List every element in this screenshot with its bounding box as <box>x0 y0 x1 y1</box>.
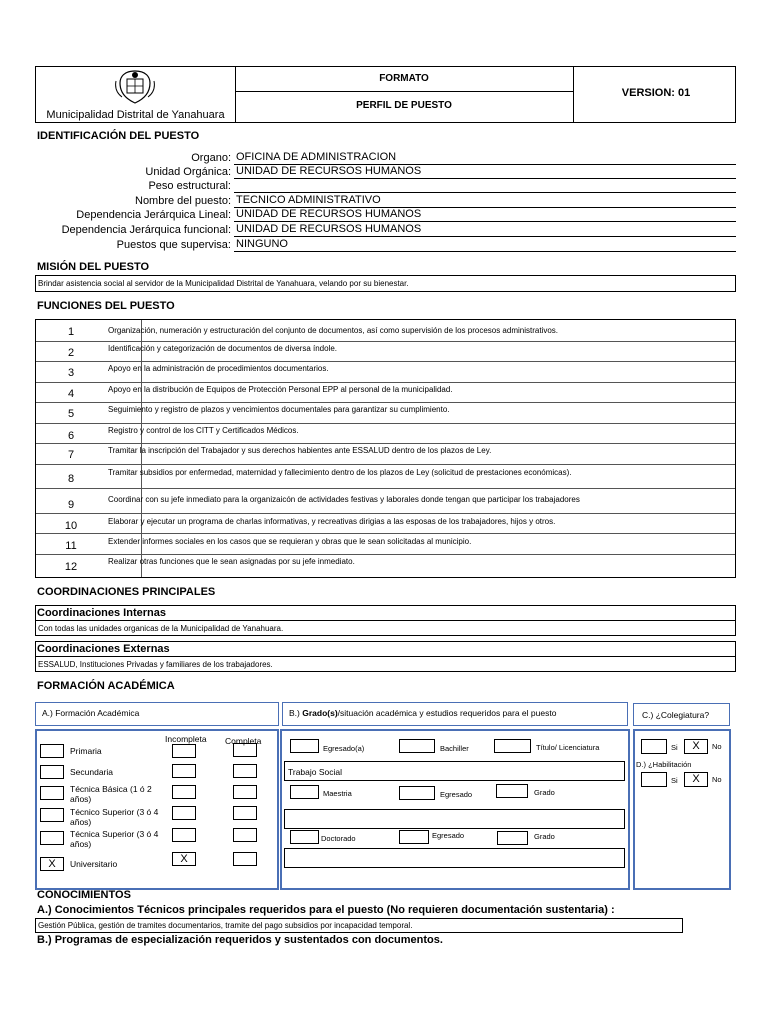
conocimientos-a-title: A.) Conocimientos Técnicos principales requeridos para el puesto (No requieren documentación sustentaria) : <box>37 904 615 916</box>
funcion-text: Apoyo en la distribución de Equipos de Protección Personal EPP al personal de la municipalidad. <box>108 385 453 394</box>
level-label: Técnica Básica (1 ó 2 años) <box>70 784 152 804</box>
funcion-number: 1 <box>67 326 75 338</box>
funcion-text: Apoyo en la administración de procedimientos documentarios. <box>108 364 329 373</box>
b-title-bold: Grado(s) <box>302 708 338 718</box>
level-checkbox[interactable] <box>40 744 64 758</box>
funcion-number: 9 <box>67 499 75 511</box>
maestria-grado-label: Grado <box>534 788 555 797</box>
format-cell <box>235 67 574 92</box>
habilitacion-si-label: Si <box>671 776 678 785</box>
conocimientos-b-title: B.) Programas de especialización requeridos y sustentados con documentos. <box>37 934 443 946</box>
funcion-text: Registro y control de los CITT y Certificados Médicos. <box>108 426 299 435</box>
field-label-dep-lineal: Dependencia Jerárquica Lineal: <box>76 209 231 221</box>
level-checkbox[interactable] <box>40 786 64 800</box>
maestria-egresado-checkbox[interactable] <box>399 786 435 800</box>
colegiatura-si-checkbox[interactable] <box>641 739 667 754</box>
completa-checkbox[interactable] <box>233 785 257 799</box>
coord-externas-text: ESSALUD, Instituciones Privadas y familiares de los trabajadores. <box>38 660 273 669</box>
titulo-label: Título/ Licenciatura <box>536 743 600 752</box>
level-checkbox[interactable]: X <box>40 857 64 871</box>
funcion-number: 7 <box>67 449 75 461</box>
field-label-supervisa: Puestos que supervisa: <box>116 239 231 251</box>
formacion-a-header <box>35 702 279 726</box>
incompleta-checkbox[interactable] <box>172 785 196 799</box>
field-value-organo: OFICINA DE ADMINISTRACION <box>234 151 736 165</box>
incompleta-checkbox[interactable]: X <box>172 852 196 866</box>
level-checkbox[interactable] <box>40 831 64 845</box>
col-completa: Completa <box>225 736 262 746</box>
mision-text: Brindar asistencia social al servidor de la Municipalidad Distrital de Yanahuara, velando por su bienestar. <box>38 279 409 288</box>
completa-checkbox[interactable] <box>233 764 257 778</box>
level-label: Técnico Superior (3 ó 4 años) <box>70 807 159 827</box>
field-value-dep-funcional: UNIDAD DE RECURSOS HUMANOS <box>234 223 736 237</box>
doctorado-grado-checkbox[interactable] <box>497 831 528 845</box>
field-value-dep-lineal: UNIDAD DE RECURSOS HUMANOS <box>234 208 736 222</box>
doctorado-egresado-label: Egresado <box>432 831 465 840</box>
municipal-seal-icon <box>112 69 158 105</box>
funcion-number: 6 <box>67 430 75 442</box>
titulo-checkbox[interactable] <box>494 739 531 753</box>
incompleta-checkbox[interactable] <box>172 828 196 842</box>
conocimientos-title: CONOCIMIENTOS <box>37 889 131 901</box>
funcion-text: Extender informes sociales en los casos que se requieran y obras que le sean solicitadas al municipio. <box>108 537 472 546</box>
funcion-row <box>36 514 735 534</box>
doctorado-grado-label: Grado <box>534 832 555 841</box>
colegiatura-si-label: Si <box>671 743 678 752</box>
mision-box <box>35 275 736 292</box>
field-label-unidad: Unidad Orgánica: <box>145 166 231 178</box>
maestria-field[interactable] <box>284 809 625 829</box>
funcion-row <box>36 403 735 424</box>
completa-checkbox[interactable] <box>233 806 257 820</box>
formacion-c-header <box>633 703 730 726</box>
coord-externas-title: Coordinaciones Externas <box>37 643 170 655</box>
coord-externas-box <box>35 656 736 672</box>
funcion-row <box>36 534 735 555</box>
egresado-a-checkbox[interactable] <box>290 739 319 753</box>
coord-externas-header <box>35 641 736 657</box>
funcion-text: Tramitar la inscripción del Trabajador y sus derechos habientes ante ESSALUD dentro de los plazos de Ley. <box>108 446 492 455</box>
field-label-peso: Peso estructural: <box>148 180 231 192</box>
b-title-rest: /situación académica y estudios requeridos para el puesto <box>337 708 557 718</box>
funcion-text: Elaborar y ejecutar un programa de charlas informativas, y recreativas dirigias a las esposas de los trabajadores, hijos y otros. <box>108 517 556 526</box>
maestria-label: Maestria <box>323 789 352 798</box>
doctorado-checkbox[interactable] <box>290 830 319 844</box>
formacion-title: FORMACIÓN ACADÉMICA <box>37 680 175 692</box>
field-label-dep-funcional: Dependencia Jerárquica funcional: <box>61 224 231 236</box>
habilitacion-no-label: No <box>712 775 722 784</box>
field-label-nombre: Nombre del puesto: <box>135 195 231 207</box>
bachiller-checkbox[interactable] <box>399 739 435 753</box>
coordinaciones-title: COORDINACIONES PRINCIPALES <box>37 586 216 598</box>
level-label: Secundaria <box>70 767 114 777</box>
field-value-unidad: UNIDAD DE RECURSOS HUMANOS <box>234 165 736 179</box>
funcion-row <box>36 489 735 514</box>
habilitacion-si-checkbox[interactable] <box>641 772 667 787</box>
incompleta-checkbox[interactable] <box>172 806 196 820</box>
egresado-a-label: Egresado(a) <box>323 744 365 753</box>
version-label: VERSION: 01 <box>621 87 691 99</box>
coord-internas-title: Coordinaciones Internas <box>37 607 166 619</box>
funcion-row <box>36 465 735 489</box>
conocimientos-a-box <box>35 918 683 933</box>
col-incompleta: Incompleta <box>165 734 207 744</box>
funcion-row <box>36 444 735 465</box>
carrera-field[interactable] <box>284 761 625 781</box>
header-table <box>35 66 736 123</box>
incompleta-checkbox[interactable] <box>172 744 196 758</box>
funcion-text: Identificación y categorización de documentos de diversa índole. <box>108 344 338 353</box>
funcion-number: 5 <box>67 408 75 420</box>
maestria-grado-checkbox[interactable] <box>496 784 528 798</box>
bachiller-label: Bachiller <box>440 744 469 753</box>
funcion-text: Realizar otras funciones que le sean asignadas por su jefe inmediato. <box>108 557 355 566</box>
funcion-number: 12 <box>64 561 78 573</box>
coord-internas-text: Con todas las unidades organicas de la Municipalidad de Yanahuara. <box>38 624 284 633</box>
maestria-checkbox[interactable] <box>290 785 319 799</box>
level-label: Primaria <box>70 746 102 756</box>
habilitacion-no-checkbox[interactable]: X <box>684 772 708 787</box>
doctorado-field[interactable] <box>284 848 625 868</box>
funcion-row <box>36 320 735 342</box>
funcion-number: 8 <box>67 473 75 485</box>
level-checkbox[interactable] <box>40 808 64 822</box>
doctorado-label: Doctorado <box>321 834 356 843</box>
funcion-row <box>36 362 735 383</box>
funcion-number: 4 <box>67 388 75 400</box>
funciones-table <box>35 319 736 578</box>
conocimientos-a-text: Gestión Pública, gestión de tramites documentarios, tramite del pago subsidios por incapacidad temporal. <box>38 921 413 930</box>
level-checkbox[interactable] <box>40 765 64 779</box>
title-cell <box>235 92 574 122</box>
funcion-row <box>36 424 735 444</box>
habilitacion-title: D.) ¿Habilitación <box>636 760 692 769</box>
colegiatura-title: C.) ¿Colegiatura? <box>642 710 710 720</box>
level-label: Técnica Superior (3 ó 4 años) <box>70 829 159 849</box>
funcion-row <box>36 555 735 576</box>
field-value-peso <box>234 179 736 193</box>
colegiatura-no-label: No <box>712 742 722 751</box>
b-title-prefix: B.) <box>289 708 303 718</box>
maestria-egresado-label: Egresado <box>440 790 473 799</box>
doctorado-egresado-checkbox[interactable] <box>399 830 429 844</box>
funcion-row <box>36 383 735 403</box>
format-label: FORMATO <box>379 73 429 84</box>
coord-internas-header <box>35 605 736 621</box>
formacion-b-title <box>289 708 556 718</box>
funcion-text: Seguimiento y registro de plazos y vencimientos documentales para garantizar su cumplimiento. <box>108 405 450 414</box>
field-label-organo: Organo: <box>191 152 231 164</box>
identificacion-title: IDENTIFICACIÓN DEL PUESTO <box>37 130 200 142</box>
doc-title: PERFIL DE PUESTO <box>356 100 452 111</box>
funcion-number: 2 <box>67 347 75 359</box>
logo-cell <box>36 67 236 122</box>
carrera-value: Trabajo Social <box>288 767 343 777</box>
field-value-supervisa: NINGUNO <box>234 238 736 252</box>
completa-checkbox[interactable] <box>233 743 257 757</box>
funcion-text: Organización, numeración y estructuración del conjunto de documentos, así como supervisión de los procesos administrativos. <box>108 326 559 335</box>
completa-checkbox[interactable] <box>233 828 257 842</box>
funcion-number: 11 <box>65 540 77 552</box>
funcion-text: Coordinar con su jefe inmediato para la organizaicón de actividades festivas y laborales donde tengan que participar los trabajadores <box>108 495 580 504</box>
org-name: Municipalidad Distrital de Yanahuara <box>46 109 225 121</box>
mision-title: MISIÓN DEL PUESTO <box>37 261 150 273</box>
formacion-b-header <box>282 702 628 726</box>
colegiatura-no-checkbox[interactable]: X <box>684 739 708 754</box>
funcion-text: Tramitar subsidios por enfermedad, maternidad y fallecimiento dentro de los plazos de Ley (solicitud de prestaciones económicas). <box>108 468 572 477</box>
completa-checkbox[interactable] <box>233 852 257 866</box>
funcion-row <box>36 342 735 362</box>
level-label: Universitario <box>70 859 118 869</box>
funcion-number: 10 <box>64 520 78 532</box>
incompleta-checkbox[interactable] <box>172 764 196 778</box>
funciones-title: FUNCIONES DEL PUESTO <box>37 300 175 312</box>
formacion-a-title: A.) Formación Académica <box>42 708 140 718</box>
field-value-nombre: TECNICO ADMINISTRATIVO <box>234 194 736 208</box>
coord-internas-box <box>35 620 736 636</box>
funcion-number: 3 <box>67 367 75 379</box>
